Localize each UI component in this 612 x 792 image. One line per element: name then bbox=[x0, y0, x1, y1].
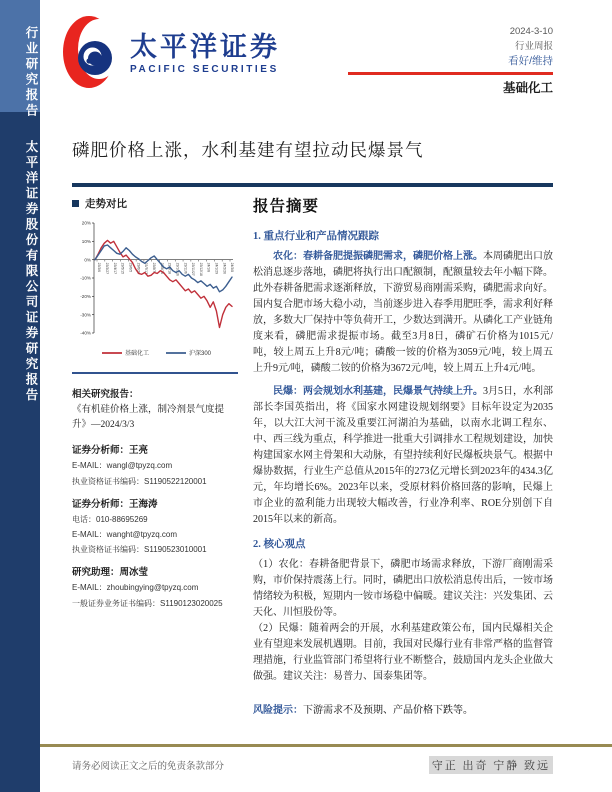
svg-text:0%: 0% bbox=[84, 257, 91, 263]
footer-rule bbox=[40, 744, 612, 747]
svg-text:23/3/6: 23/3/6 bbox=[97, 262, 102, 273]
svg-text:23/11/6: 23/11/6 bbox=[183, 262, 188, 274]
analyst-row: E-MAIL：wanght@tpyzq.com bbox=[72, 530, 178, 539]
left-divider bbox=[72, 372, 238, 374]
report-type: 行业周报 bbox=[514, 40, 553, 52]
page-title: 磷肥价格上涨，水利基建有望拉动民爆景气 bbox=[72, 140, 424, 160]
risk-note bbox=[253, 703, 553, 719]
rating-label: 看好/维持 bbox=[508, 55, 553, 68]
paragraph-agrochemical bbox=[253, 249, 553, 377]
paragraph-lead: 民爆：两会规划水利基建，民爆景气持续上升。 bbox=[273, 386, 483, 397]
left-column bbox=[72, 196, 238, 611]
svg-text:23/9/18: 23/9/18 bbox=[167, 262, 172, 274]
square-bullet-icon bbox=[72, 200, 79, 207]
svg-text:20%: 20% bbox=[81, 220, 91, 226]
core-point-2: （2）民爆：随着两会的开展，水利基建政策公布，国内民爆相关企业有望迎来发展机遇期。目前，我国对民爆行业有非常严格的监督管理措施，行业监管部门希望将行业不断整合，鼓励国内龙头企业做大做强。建议关注：易普力、国泰集团等。 bbox=[253, 623, 553, 682]
svg-text:-30%: -30% bbox=[80, 312, 91, 318]
svg-text:24/2/26: 24/2/26 bbox=[222, 262, 227, 274]
footer-motto: 守正 出奇 宁静 致远 bbox=[429, 756, 553, 774]
analyst-row: 电话：010-88695269 bbox=[72, 514, 148, 524]
paragraph-explosives bbox=[253, 384, 553, 528]
analyst-row: 执业资格证书编码：S1190522120001 bbox=[72, 476, 207, 486]
analyst-name: 证券分析师：王海涛 bbox=[72, 499, 158, 510]
svg-text:23/5/15: 23/5/15 bbox=[120, 262, 125, 274]
report-date: 2024-3-10 bbox=[509, 26, 553, 37]
analyst-row: 一般证券业务证书编码：S1190123020025 bbox=[72, 598, 223, 608]
rating-underline bbox=[348, 72, 553, 75]
svg-text:23/10/16: 23/10/16 bbox=[175, 262, 180, 276]
svg-text:24/1/8: 24/1/8 bbox=[206, 262, 211, 273]
analyst-block bbox=[72, 496, 238, 558]
trend-chart bbox=[72, 215, 238, 368]
svg-text:23/11/27: 23/11/27 bbox=[191, 262, 196, 276]
trend-section-header bbox=[72, 196, 238, 211]
analyst-block bbox=[72, 564, 238, 610]
svg-text:23/8/28: 23/8/28 bbox=[159, 262, 164, 274]
summary-heading: 报告摘要 bbox=[253, 198, 320, 215]
title-rule bbox=[72, 183, 553, 187]
header-meta bbox=[343, 25, 553, 96]
footer-disclaimer: 请务必阅读正文之后的免责条款部分 bbox=[72, 762, 225, 772]
svg-text:23/4/17: 23/4/17 bbox=[112, 262, 117, 274]
svg-text:-20%: -20% bbox=[80, 294, 91, 300]
related-reports-label: 相关研究报告： bbox=[72, 390, 139, 400]
svg-text:23/3/27: 23/3/27 bbox=[105, 262, 110, 274]
svg-text:基础化工: 基础化工 bbox=[125, 351, 150, 358]
analyst-name: 研究助理：周冰莹 bbox=[72, 568, 149, 579]
sidebar bbox=[0, 0, 40, 792]
svg-text:23/7/17: 23/7/17 bbox=[144, 262, 149, 274]
svg-text:23/8/7: 23/8/7 bbox=[151, 262, 156, 273]
section2-title: 2. 核心观点 bbox=[253, 539, 306, 550]
summary-column bbox=[253, 194, 553, 719]
brand-name-en: PACIFIC SECURITIES bbox=[130, 64, 279, 75]
risk-label: 风险提示： bbox=[253, 705, 303, 716]
sidebar-top-label: 行业研究报告 bbox=[24, 26, 38, 119]
core-point-1: （1）农化：春耕备肥背景下，磷肥市场需求释放，下游厂商刚需采购，市价保持震荡上行。同时，磷肥出口放松消息传出后，一铵市场情绪较为积极，短期内一铵市场稳中偏暖。建议关注：兴发集团、云天化、川恒股份等。 bbox=[253, 559, 553, 618]
analyst-row: 执业资格证书编码：S1190523010001 bbox=[72, 545, 207, 555]
trend-section-title: 走势对比 bbox=[85, 199, 127, 210]
risk-body: 下游需求不及预期、产品价格下跌等。 bbox=[303, 705, 473, 716]
related-report-item: 《有机硅价格上涨，制冷剂景气度提升》—2024/3/3 bbox=[72, 405, 225, 430]
section1-title: 1. 重点行业和产品情况跟踪 bbox=[253, 231, 379, 242]
svg-text:24/1/29: 24/1/29 bbox=[214, 262, 219, 274]
svg-text:-40%: -40% bbox=[80, 330, 91, 336]
svg-text:10%: 10% bbox=[81, 239, 91, 245]
paragraph-lead: 农化：春耕备肥提振磷肥需求，磷肥价格上涨。 bbox=[273, 251, 483, 262]
paragraph-body: 本周磷肥出口放松消息逐步落地，磷肥将执行出口配额制，配额量较去年小幅下降。此外春耕备肥需求逐渐释放，下游贸易商刚需采购，磷肥需求向好。国内复合肥市场大稳小动，当前逐步进入春季用肥旺季，需求利好释放，多数大厂保持中等负荷开工，少数达到满开。从磷化工产业链角度来看，磷肥需求提振市场。截至3月8日，磷矿石价格为1015元/吨，较上周五上升8元/吨；磷酸一铵的价格为3059元/吨，较上周五上升9元/吨，磷酸二铵的价格为3672元/吨，较上周五上升4元/吨。 bbox=[253, 251, 553, 374]
industry-tag: 基础化工 bbox=[502, 81, 553, 96]
sidebar-bottom-label: 太平洋证券股份有限公司证券研究报告 bbox=[24, 140, 38, 404]
svg-text:-10%: -10% bbox=[80, 275, 91, 281]
paragraph-body: 3月5日，水利部部长李国英指出，将《国家水网建设规划纲要》目标年设定为2035年，以大江大河干流及重要江河湖泊为基础，以南水北调工程东、中、西三线为重点，科学推进一批重大引调排水工程规划建设，加快构建国家水网主骨架和大动脉，有望持续利好民爆板块景气。根据中爆协数据，行业生产总值从2015年的273亿元增长到2023年的434.3亿元，年均增长6%。2023年以来，受原材料价格回落的影响，民爆上市企业的盈利能力出现较大幅改善，行业净利率、ROE分别创下自2015年以来的新高。 bbox=[253, 386, 553, 525]
analyst-name: 证券分析师：王亮 bbox=[72, 446, 149, 457]
svg-text:23/6/26: 23/6/26 bbox=[136, 262, 141, 274]
svg-text:沪深300: 沪深300 bbox=[189, 351, 212, 358]
pacific-securities-logo-icon bbox=[62, 14, 120, 95]
company-logo bbox=[62, 14, 280, 95]
analyst-block bbox=[72, 442, 238, 488]
analyst-row: E-MAIL：wangl@tpyzq.com bbox=[72, 461, 173, 471]
svg-text:24/3/8: 24/3/8 bbox=[230, 262, 235, 273]
svg-text:23/6/5: 23/6/5 bbox=[128, 262, 133, 273]
brand-name-cn: 太平洋证券 bbox=[130, 32, 280, 62]
svg-text:23/12/18: 23/12/18 bbox=[198, 262, 203, 276]
analyst-row: E-MAIL：zhoubingying@tpyzq.com bbox=[72, 583, 199, 593]
